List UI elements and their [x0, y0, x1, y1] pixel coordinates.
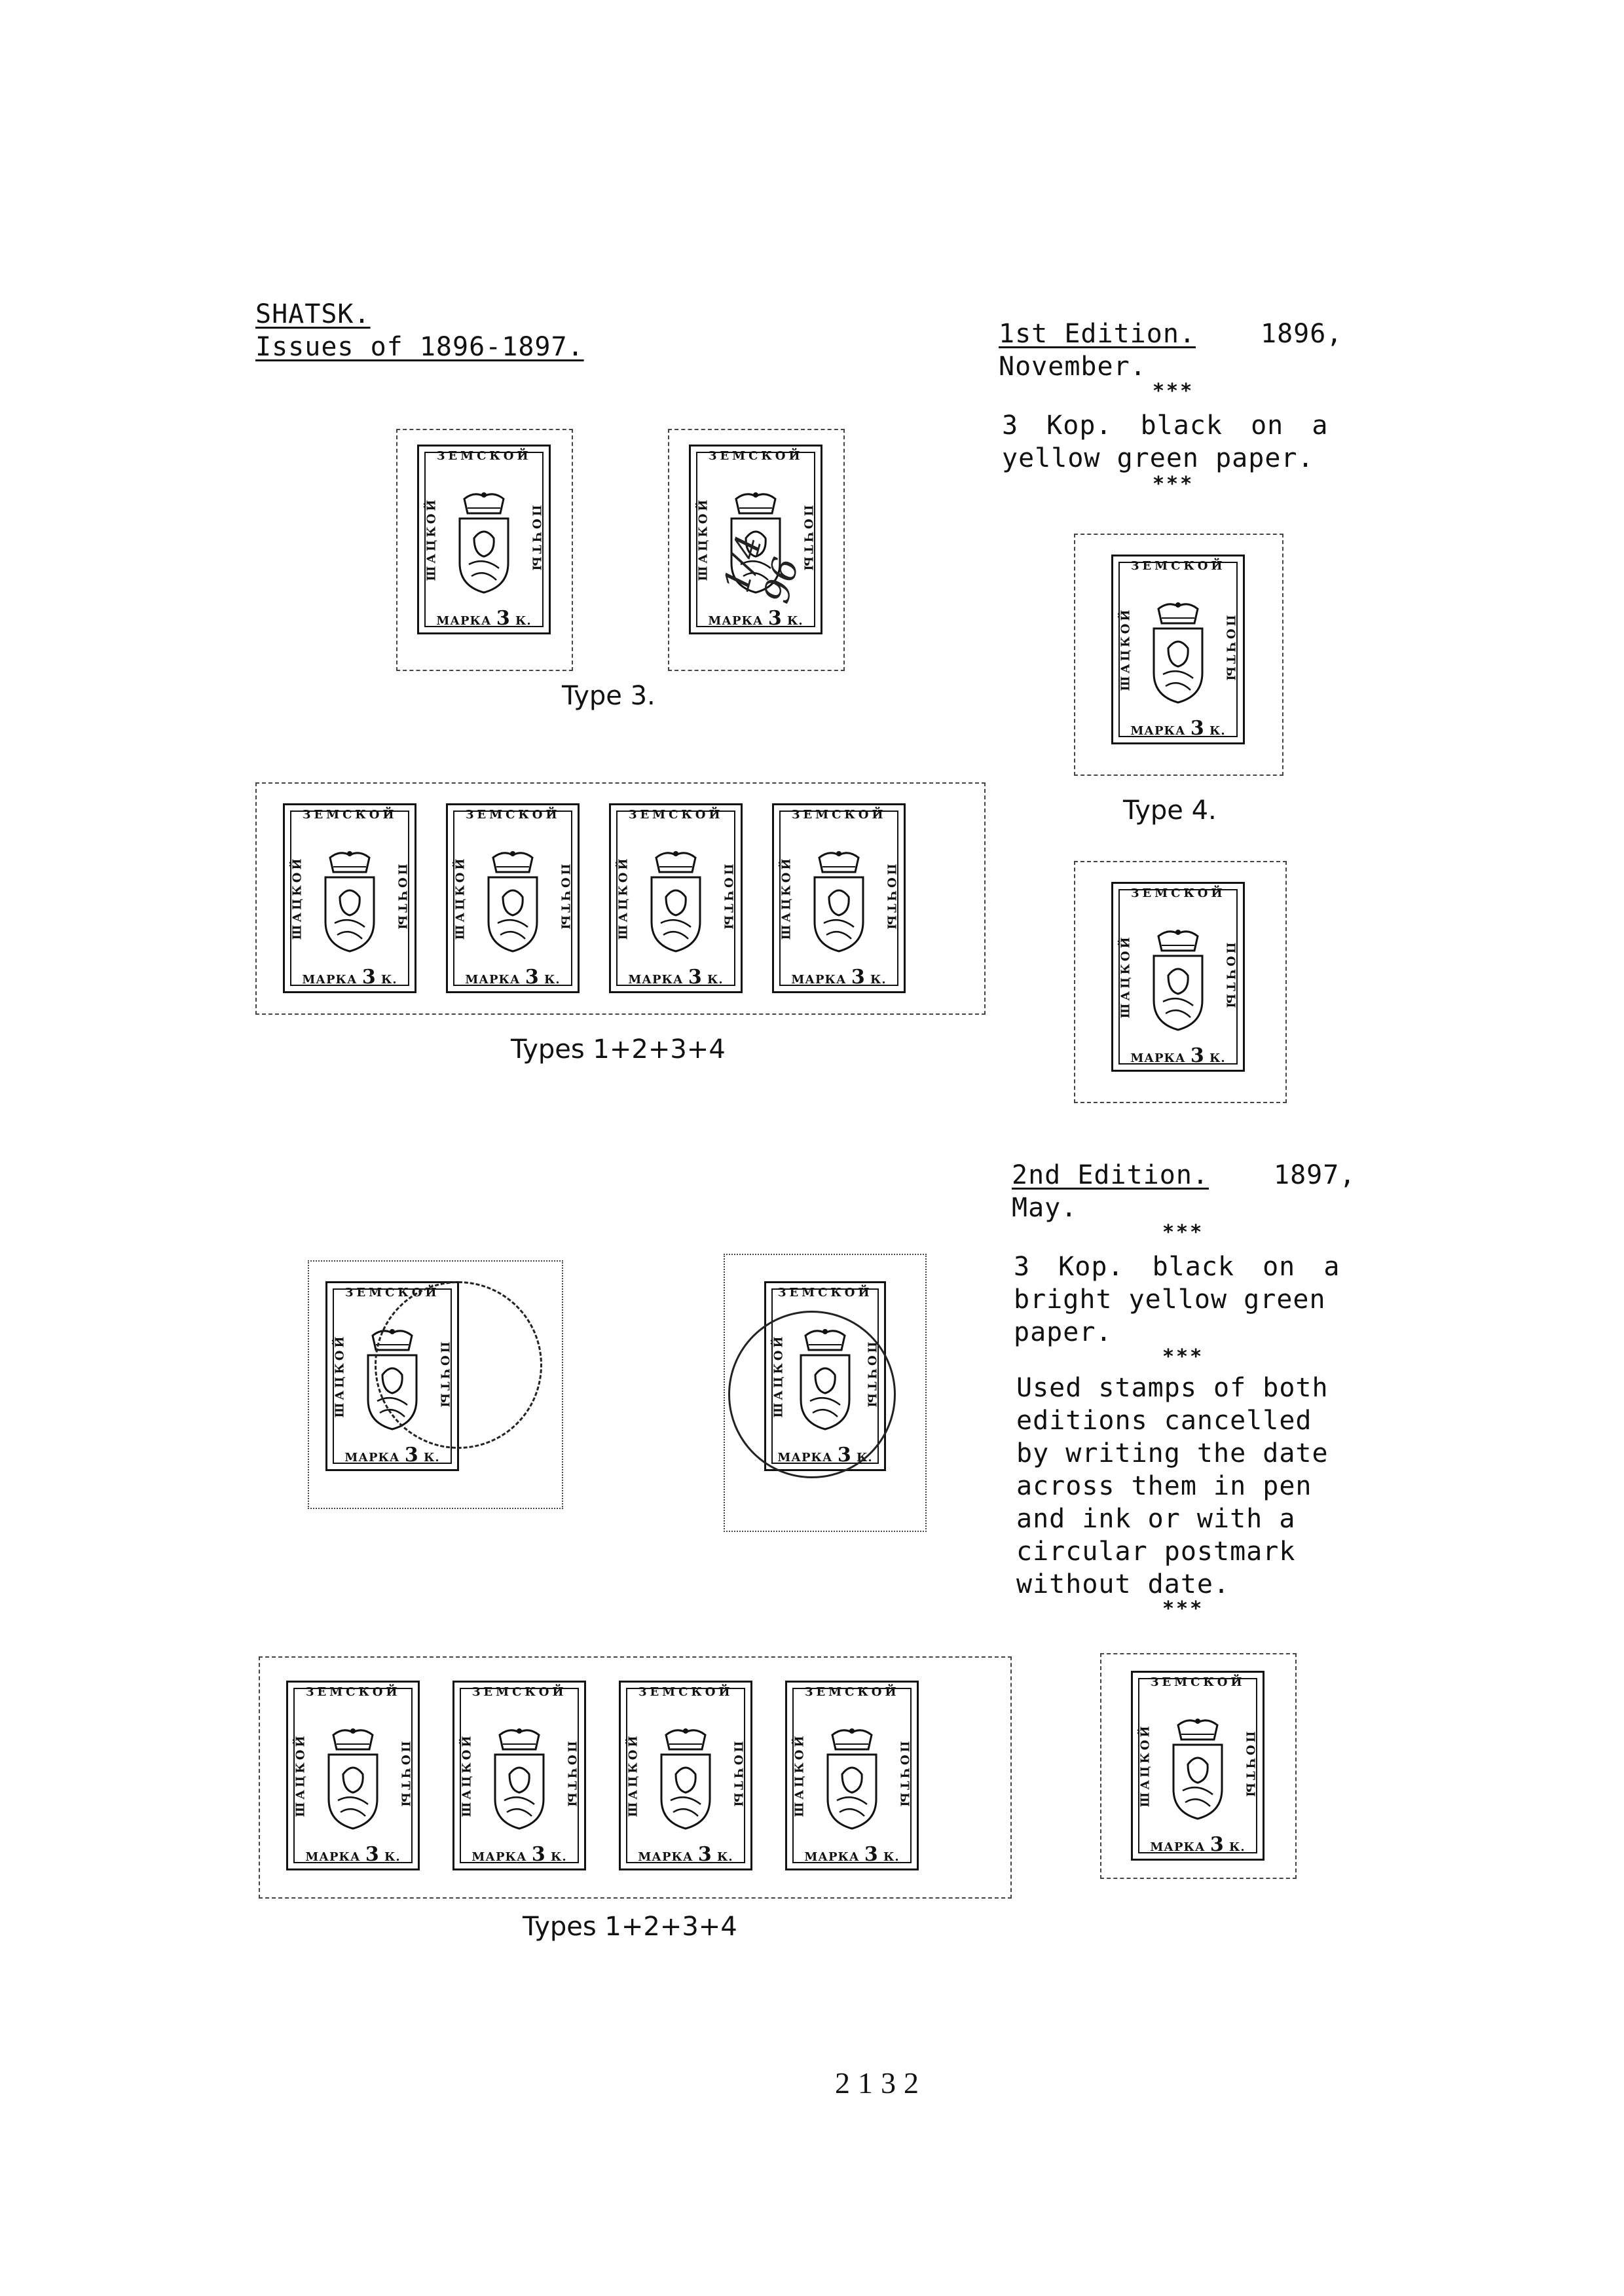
stamp-value: МАРКА 3 К.	[628, 966, 724, 989]
stamp-top-text: ЗЕМСКОЙ	[628, 808, 724, 822]
stamp-left-text: ШАЦКОЙ	[333, 1334, 347, 1417]
stamp-top-text: ЗЕМСКОЙ	[465, 808, 561, 822]
stamp-left-text: ШАЦКОЙ	[1138, 1723, 1153, 1807]
stamp-right-text: ПОЧТЫ	[437, 1341, 452, 1410]
stamp-right-text: ПОЧТЫ	[1243, 1730, 1257, 1800]
edition1-month: November.	[999, 352, 1147, 382]
edition1-stars-a: ***	[1153, 380, 1194, 403]
edition1-label: 1st Edition.	[999, 319, 1196, 349]
stamp-value: МАРКА 3 К.	[305, 1843, 401, 1866]
stamp-right-text: ПОЧТЫ	[1223, 941, 1238, 1011]
type3-pair-left	[396, 429, 573, 671]
coat-of-arms-icon	[483, 1727, 555, 1832]
stamp-right-text: ПОЧТЫ	[731, 1740, 745, 1810]
stamp-left-text: ШАЦКОЙ	[290, 856, 304, 939]
stamp	[609, 803, 743, 993]
edition2-desc-2: bright yellow green	[1014, 1285, 1326, 1315]
stamp	[283, 803, 416, 993]
coat-of-arms-icon	[317, 1727, 389, 1832]
stamp-value: МАРКА 3 К.	[1130, 1044, 1226, 1067]
coat-of-arms-icon	[477, 850, 549, 955]
stamp	[785, 1681, 919, 1870]
type3-pair-right	[668, 429, 845, 671]
stamp-left-text: ШАЦКОЙ	[1118, 607, 1133, 691]
stamp	[1131, 1671, 1264, 1861]
stamp-value: МАРКА 3 К.	[1150, 1833, 1246, 1856]
stamp-left-text: ШАЦКОЙ	[792, 1733, 807, 1817]
stamp-top-text: ЗЕМСКОЙ	[1130, 886, 1226, 900]
type4-single-a	[1074, 534, 1283, 776]
stamp-top-text: ЗЕМСКОЙ	[638, 1685, 733, 1699]
note-line: editions cancelled	[1016, 1406, 1312, 1436]
note-line: and ink or with a	[1016, 1504, 1296, 1534]
stamp-left-text: ШАЦКОЙ	[779, 856, 794, 939]
stamp	[1111, 882, 1245, 1072]
stamp	[452, 1681, 586, 1870]
stamp-right-text: ПОЧТЫ	[897, 1740, 912, 1810]
stamp-left-text: ШАЦКОЙ	[771, 1334, 786, 1417]
type4-single-b	[1074, 861, 1287, 1103]
coat-of-arms-icon	[1142, 928, 1214, 1033]
stamp-value: МАРКА 3 К.	[1130, 717, 1226, 740]
coat-of-arms-icon	[1162, 1717, 1234, 1822]
stamp-right-text: ПОЧТЫ	[395, 863, 409, 932]
edition2-month: May.	[1012, 1193, 1078, 1223]
stamp	[446, 803, 580, 993]
page-subtitle: Issues of 1896-1897.	[255, 332, 584, 362]
cancelled-single-b	[724, 1254, 927, 1532]
stamp-top-text: ЗЕМСКОЙ	[708, 449, 803, 463]
stamp-value: МАРКА 3 К.	[471, 1843, 567, 1866]
stamp-value: МАРКА 3 К.	[302, 966, 397, 989]
page-title: SHATSK.	[255, 299, 371, 329]
edition1-desc-2: yellow green paper.	[1002, 443, 1314, 473]
edition2-note	[1016, 1372, 1329, 1601]
stamp-top-text: ЗЕМСКОЙ	[305, 1685, 401, 1699]
stamp-value: МАРКА 3 К.	[804, 1843, 900, 1866]
stamp-top-text: ЗЕМСКОЙ	[1150, 1675, 1246, 1689]
stamp-value: МАРКА 3 К.	[791, 966, 887, 989]
stamp-value: МАРКА 3 К.	[436, 607, 532, 630]
stamp-right-text: ПОЧТЫ	[1223, 614, 1238, 683]
caption-strip-2: Types 1+2+3+4	[523, 1912, 737, 1942]
edition2-stars-b: ***	[1162, 1345, 1204, 1368]
note-line: across them in pen	[1016, 1471, 1312, 1501]
stamp-strip-2	[259, 1656, 1012, 1899]
edition1-year: 1896,	[1261, 319, 1343, 349]
stamp-value: МАРКА 3 К.	[465, 966, 561, 989]
edition1-stars-b: ***	[1153, 473, 1194, 496]
stamp-right-text: ПОЧТЫ	[529, 504, 544, 574]
caption-strip-1: Types 1+2+3+4	[511, 1034, 726, 1065]
coat-of-arms-icon	[803, 850, 875, 955]
stamp-value: МАРКА 3 К.	[638, 1843, 733, 1866]
edition1-desc-1: 3 Kop. black on a	[1002, 410, 1329, 441]
pen-cancel: 1/4 96	[715, 531, 807, 608]
stamp-top-text: ЗЕМСКОЙ	[436, 449, 532, 463]
stamp-value: МАРКА 3 К.	[344, 1444, 440, 1467]
coat-of-arms-icon	[448, 491, 520, 596]
edition2-label: 2nd Edition.	[1012, 1160, 1209, 1190]
stamp-left-text: ШАЦКОЙ	[424, 497, 439, 581]
edition2-desc-3: paper.	[1014, 1317, 1113, 1347]
stamp	[689, 445, 822, 634]
stamp-right-text: ПОЧТЫ	[564, 1740, 579, 1810]
note-line: by writing the date	[1016, 1438, 1329, 1468]
stamp-left-text: ШАЦКОЙ	[626, 1733, 640, 1817]
stamp-right-text: ПОЧТЫ	[398, 1740, 413, 1810]
stamp-value: МАРКА 3 К.	[708, 607, 803, 630]
edition2-desc-1: 3 Kop. black on a	[1014, 1252, 1340, 1282]
stamp-left-text: ШАЦКОЙ	[616, 856, 631, 939]
note-line: circular postmark	[1016, 1537, 1296, 1567]
stamp-strip-1	[255, 782, 986, 1015]
edition2-stars-c: ***	[1162, 1597, 1204, 1620]
stamp	[772, 803, 906, 993]
note-line: without date.	[1016, 1569, 1230, 1599]
coat-of-arms-icon	[816, 1727, 888, 1832]
stamp-right-text: ПОЧТЫ	[864, 1341, 879, 1410]
coat-of-arms-icon	[640, 850, 712, 955]
stamp-right-text: ПОЧТЫ	[558, 863, 572, 932]
cancelled-single-a	[308, 1260, 563, 1509]
coat-of-arms-icon	[650, 1727, 722, 1832]
edition2-year: 1897,	[1274, 1160, 1356, 1190]
circular-postmark	[728, 1311, 896, 1478]
circular-postmark	[375, 1281, 542, 1449]
stamp-left-text: ШАЦКОЙ	[460, 1733, 474, 1817]
edition2-single	[1100, 1653, 1297, 1879]
coat-of-arms-icon	[1142, 601, 1214, 706]
stamp	[417, 445, 551, 634]
stamp	[286, 1681, 420, 1870]
stamp-top-text: ЗЕМСКОЙ	[777, 1286, 873, 1300]
edition2-stars-a: ***	[1162, 1221, 1204, 1244]
stamp-top-text: ЗЕМСКОЙ	[471, 1685, 567, 1699]
stamp-right-text: ПОЧТЫ	[801, 504, 815, 574]
stamp-top-text: ЗЕМСКОЙ	[344, 1286, 440, 1300]
stamp-left-text: ШАЦКОЙ	[293, 1733, 308, 1817]
note-line: Used stamps of both	[1016, 1373, 1329, 1403]
coat-of-arms-icon	[314, 850, 386, 955]
stamp-right-text: ПОЧТЫ	[721, 863, 735, 932]
stamp-top-text: ЗЕМСКОЙ	[302, 808, 397, 822]
stamp	[1111, 555, 1245, 744]
stamp-left-text: ШАЦКОЙ	[1118, 934, 1133, 1018]
stamp-top-text: ЗЕМСКОЙ	[804, 1685, 900, 1699]
stamp-value: МАРКА 3 К.	[777, 1444, 873, 1467]
caption-type4: Type 4.	[1123, 795, 1217, 826]
page-number: 2132	[835, 2066, 927, 2100]
stamp-right-text: ПОЧТЫ	[884, 863, 898, 932]
stamp	[619, 1681, 752, 1870]
caption-type3: Type 3.	[562, 681, 655, 711]
stamp-top-text: ЗЕМСКОЙ	[791, 808, 887, 822]
stamp-left-text: ШАЦКОЙ	[696, 497, 710, 581]
stamp-left-text: ШАЦКОЙ	[453, 856, 468, 939]
stamp-top-text: ЗЕМСКОЙ	[1130, 559, 1226, 573]
